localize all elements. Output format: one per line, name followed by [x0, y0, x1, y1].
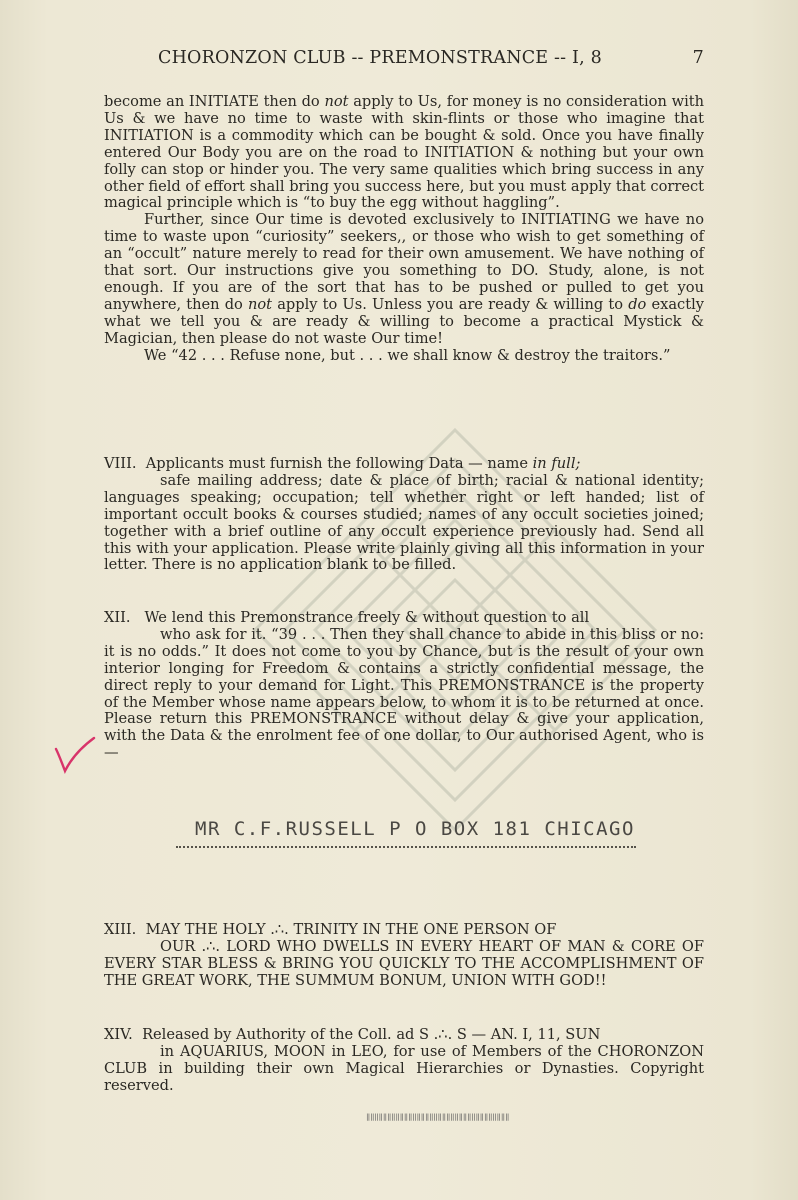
section-body: safe mailing address; date & place of birth; racial & national identity; languages speaking; occupation; tell whether right or left handed; list of important occult books & courses studied; names of any occult societies joined; together with a brief outline of any occult experience previously had. Send all this with your application. Please write plainly giving all this information in your letter. There is no application blank to be filled.: [104, 471, 704, 574]
section-xii: [104, 610, 704, 762]
section-body: in AQUARIUS, MOON in LEO, for use of Members of the CHORONZON CLUB in building their own Magical Hierarchies or Dynasties. Copyright reserved.: [104, 1042, 704, 1094]
section-first-line: XII. We lend this Premonstrance freely & without question to all: [104, 609, 590, 626]
end-ornament: ‖‖‖‖‖‖‖‖‖‖‖‖‖‖‖‖‖‖‖‖‖‖‖‖‖‖‖‖‖‖‖‖‖‖: [366, 1113, 510, 1121]
page-number: 7: [692, 48, 704, 68]
section-first-line: XIV. Released by Authority of the Coll. ad S .∴. S — AN. I, 11, SUN: [104, 1026, 601, 1043]
section-body: OUR .∴. LORD WHO DWELLS IN EVERY HEART OF MAN & CORE OF EVERY STAR BLESS & BRING YOU QUICKLY TO THE ACCOMPLISHMENT OF THE GREAT WORK, THE SUMMUM BONUM, UNION WITH GOD!!: [104, 937, 704, 989]
running-header: [158, 48, 704, 68]
section-number: XIII.: [104, 921, 137, 938]
section-xiii: [104, 922, 704, 990]
section-number: XII.: [104, 609, 131, 626]
section-first-line: XIII. MAY THE HOLY .∴. TRINITY IN THE ONE PERSON OF: [104, 921, 557, 938]
running-title: CHORONZON CLUB -- PREMONSTRANCE -- I, 8: [158, 48, 603, 68]
agent-address: MR C.F.RUSSELL P O BOX 181 CHICAGO: [195, 818, 635, 840]
continuation-text: [104, 94, 704, 365]
section-viii: [104, 456, 704, 574]
dotted-signature-line: [176, 846, 636, 848]
section-number: VIII.: [104, 455, 137, 472]
section-body: who ask for it. “39 . . . Then they shall chance to abide in this bliss or no: it is no odds.” It does not come to you by Chance, but is the result of your own interior longing for Freedom & contains a strictly confidential message, the direct reply to your demand for Light. This PREMONSTRANCE is the property of the Member whose name appears below, to whom it is to be returned at once. Please return this PREMONSTRANCE without delay & give your application, with the Data & the enrolment fee of one dollar, to Our authorised Agent, who is —: [104, 625, 704, 762]
paragraph: become an INITIATE then do not apply to Us, for money is no consideration with Us & we have no time to waste with skin-flints or those who imagine that INITIATION is a commodity which can be bought & sold. Once you have finally entered Our Body you are on the road to INITIATION & nothing but your own folly can stop or hinder you. The very same qualities which bring success in any other field of effort shall bring you success here, but you must apply that correct magical principle which is “to buy the egg without haggling”.: [104, 93, 704, 212]
section-number: XIV.: [104, 1026, 133, 1043]
paragraph: Further, since Our time is devoted exclusively to INITIATING we have no time to waste upon “curiosity” seekers,, or those who wish to get something of an “occult” nature merely to read for their own amusement. We have nothing of that sort. Our instructions give you something to DO. Study, alone, is not enough. If you are of the sort that has to be pushed or pulled to get you anywhere, then do not apply to Us. Unless you are ready & willing to do exactly what we tell you & are ready & willing to become a practical Mystick & Magician, then please do not waste Our time!: [104, 211, 704, 347]
section-xiv: [104, 1027, 704, 1095]
handwritten-check-mark: [52, 735, 97, 775]
section-first-line: VIII. Applicants must furnish the following Data — name in full;: [104, 455, 581, 472]
paragraph: We “42 . . . Refuse none, but . . . we shall know & destroy the traitors.”: [144, 346, 671, 364]
